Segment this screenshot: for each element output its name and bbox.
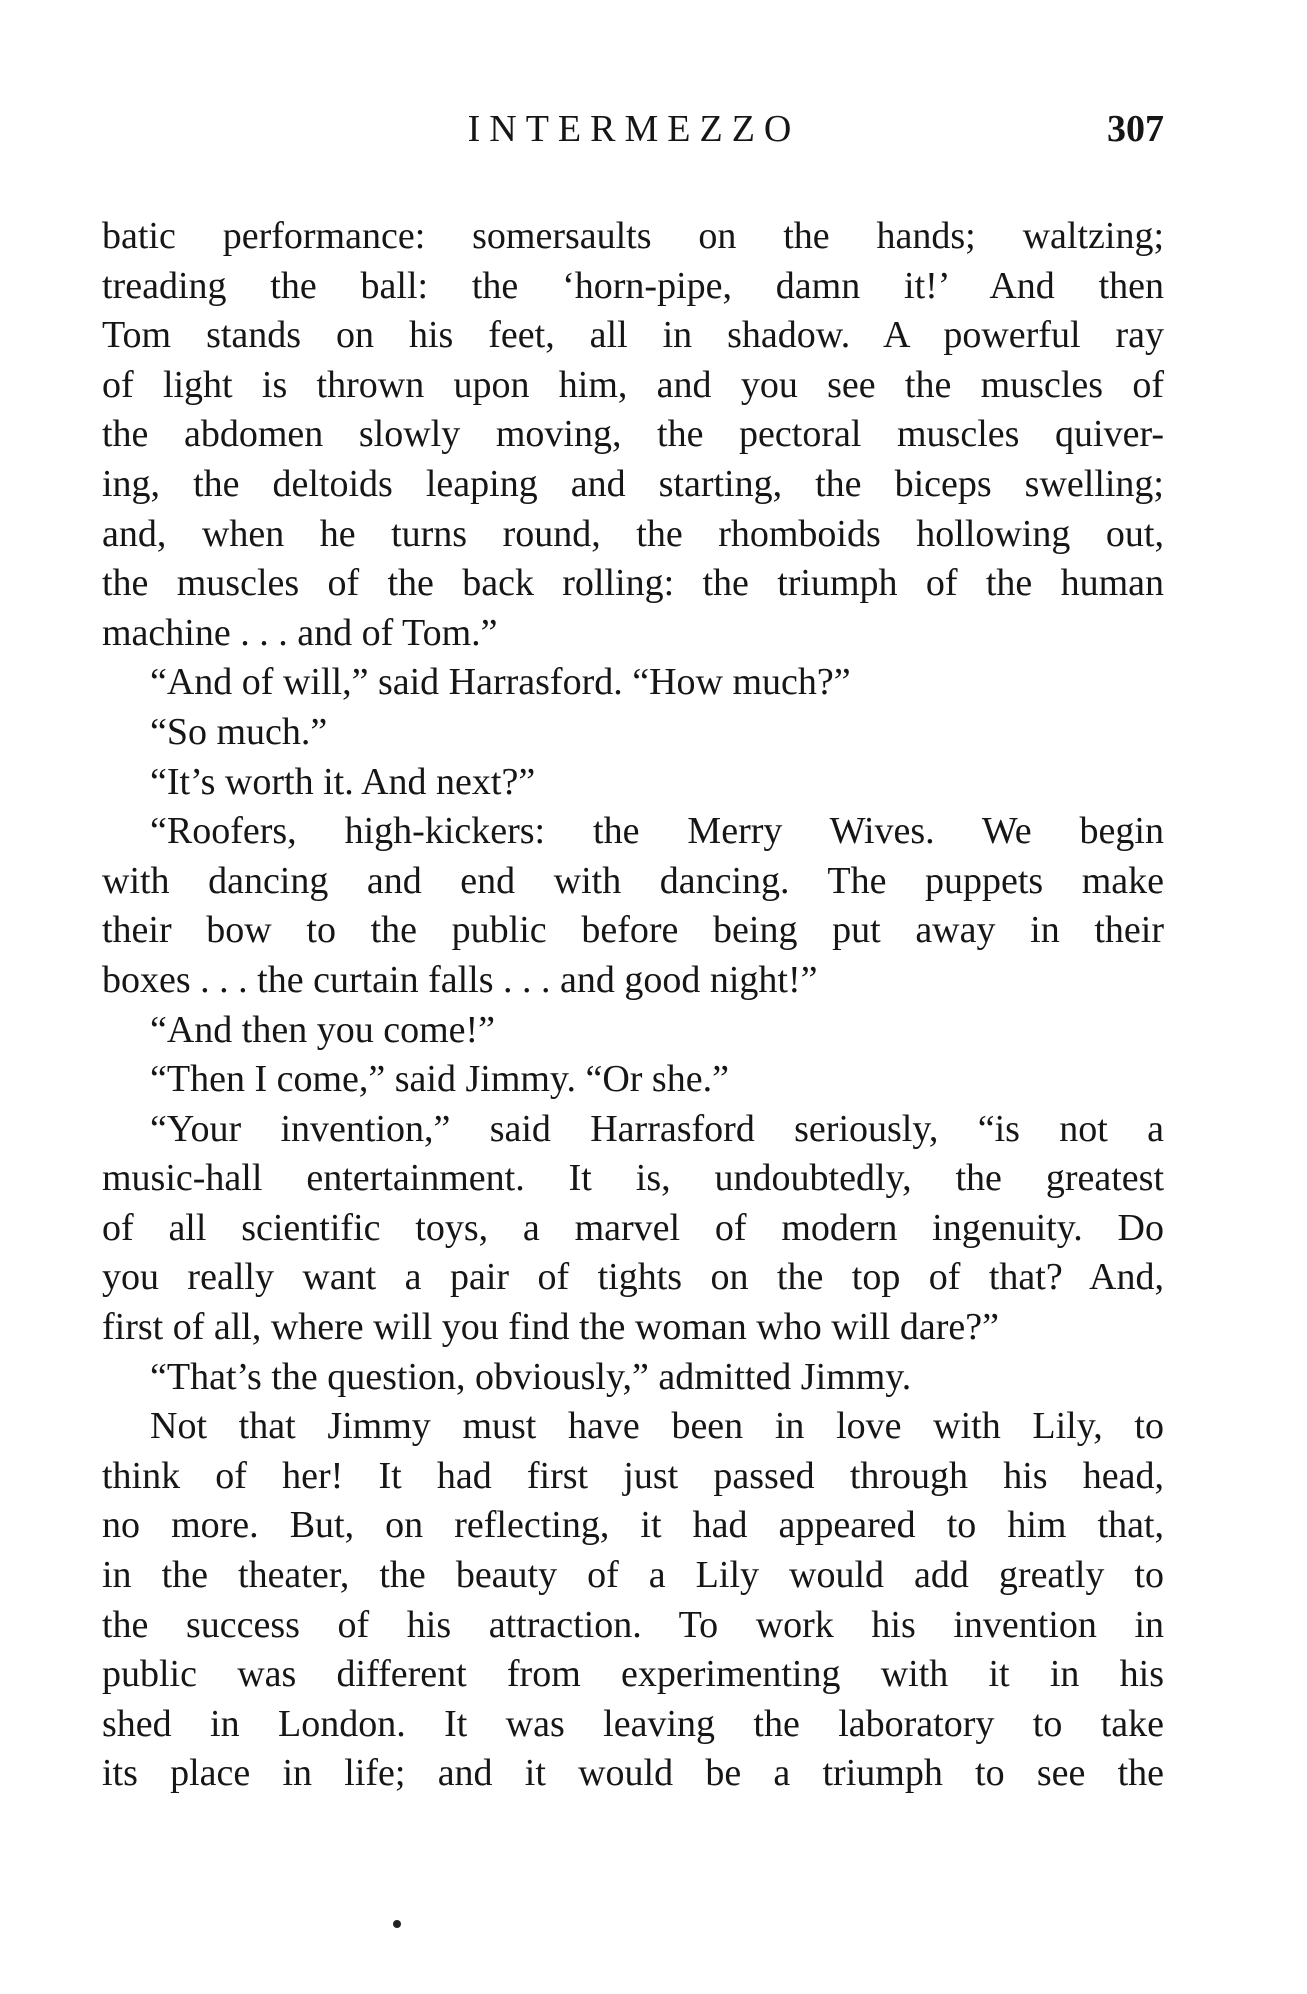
text-line: in the theater, the beauty of a Lily would add greatly to	[102, 1554, 1164, 1597]
text-line: their bow to the public before being put away in their	[102, 909, 1164, 952]
text-line: “It’s worth it. And next?”	[150, 760, 536, 803]
text-line: “That’s the question, obviously,” admitted Jimmy.	[150, 1355, 912, 1398]
text-line: “Then I come,” said Jimmy. “Or she.”	[150, 1058, 729, 1101]
text-line: “Roofers, high-kickers: the Merry Wives. We begin	[150, 810, 1164, 853]
text-line: batic performance: somersaults on the hands; waltzing;	[102, 215, 1164, 257]
page-number: 307	[1107, 108, 1164, 150]
ink-dot-mark	[393, 1920, 401, 1928]
text-line: and, when he turns round, the rhomboids hollowing out,	[102, 512, 1164, 555]
text-line: music-hall entertainment. It is, undoubtedly, the greatest	[102, 1157, 1164, 1200]
text-line: the abdomen slowly moving, the pectoral muscles quiver-	[102, 413, 1164, 456]
text-line: “Your invention,” said Harrasford seriously, “is not a	[150, 1107, 1164, 1150]
body-text	[102, 212, 1164, 1799]
text-line: think of her! It had first just passed through his head,	[102, 1454, 1164, 1497]
text-line: the muscles of the back rolling: the triumph of the human	[102, 562, 1164, 605]
text-line: you really want a pair of tights on the top of that? And,	[102, 1256, 1164, 1299]
text-line: “And of will,” said Harrasford. “How much?”	[150, 661, 851, 704]
text-line: of all scientific toys, a marvel of modern ingenuity. Do	[102, 1206, 1164, 1249]
text-line: the success of his attraction. To work his invention in	[102, 1603, 1164, 1646]
text-line: of light is thrown upon him, and you see the muscles of	[102, 363, 1164, 406]
text-line: boxes . . . the curtain falls . . . and good night!”	[102, 958, 818, 1001]
text-line: Tom stands on his feet, all in shadow. A powerful ray	[102, 314, 1164, 357]
text-line: its place in life; and it would be a triumph to see the	[102, 1752, 1164, 1795]
text-line: first of all, where will you find the woman who will dare?”	[102, 1306, 999, 1349]
text-line: no more. But, on reflecting, it had appeared to him that,	[102, 1504, 1164, 1547]
text-line: ing, the deltoids leaping and starting, the biceps swelling;	[102, 462, 1164, 505]
text-line: “And then you come!”	[150, 1008, 496, 1051]
text-line: machine . . . and of Tom.”	[102, 611, 498, 654]
running-title: INTERMEZZO	[467, 108, 801, 150]
text-line: Not that Jimmy must have been in love with Lily, to	[150, 1405, 1164, 1448]
text-line: public was different from experimenting with it in his	[102, 1653, 1164, 1696]
running-head	[104, 104, 1164, 154]
text-line: with dancing and end with dancing. The puppets make	[102, 859, 1164, 902]
text-line: treading the ball: the ‘horn-pipe, damn it!’ And then	[102, 264, 1164, 307]
text-line: “So much.”	[150, 710, 328, 753]
text-line: shed in London. It was leaving the laboratory to take	[102, 1702, 1164, 1745]
